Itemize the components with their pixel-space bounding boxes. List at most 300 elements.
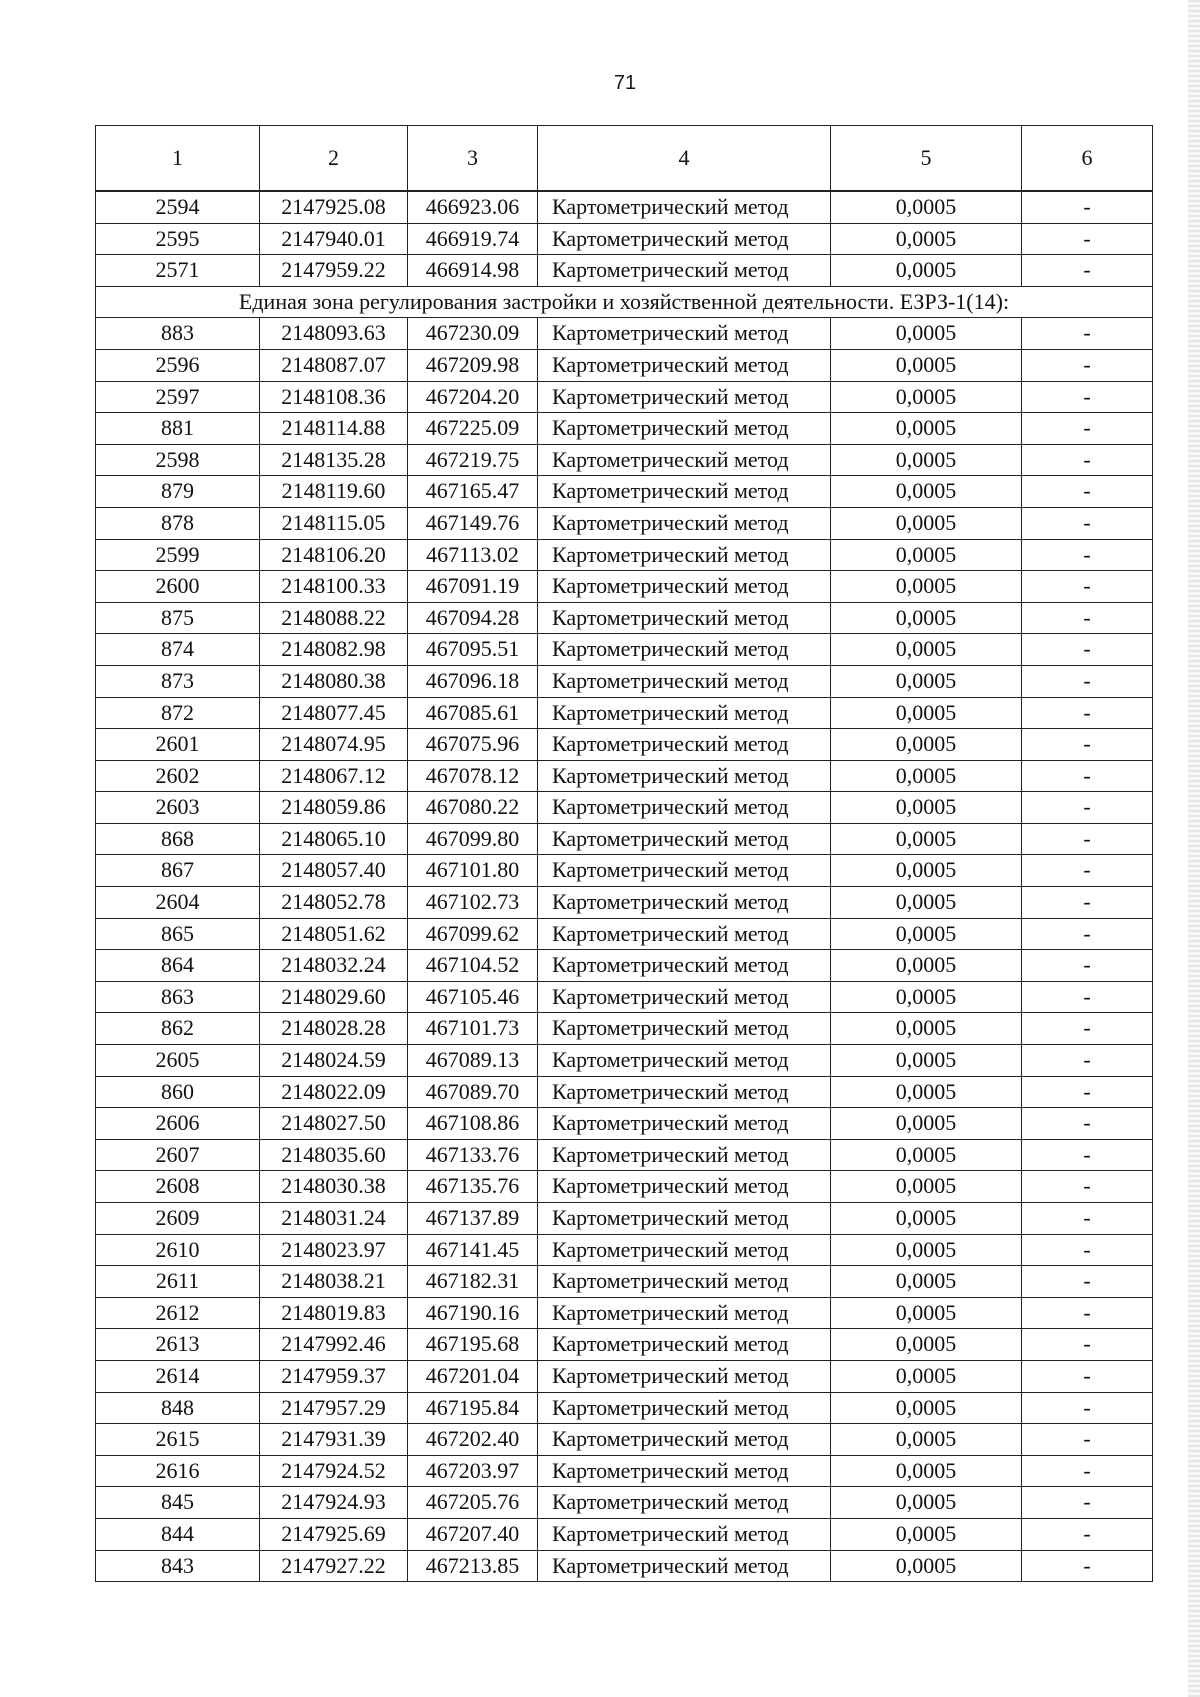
cell-point-number: 2596 <box>96 349 260 381</box>
cell-point-number: 879 <box>96 476 260 508</box>
table-row <box>96 729 1153 761</box>
cell-y-coordinate: 467096.18 <box>408 665 538 697</box>
cell-x-coordinate: 2148023.97 <box>260 1234 408 1266</box>
cell-x-coordinate: 2147940.01 <box>260 223 408 255</box>
table-row <box>96 697 1153 729</box>
cell-method: Картометрический метод <box>538 665 831 697</box>
cell-point-number: 872 <box>96 697 260 729</box>
cell-accuracy: 0,0005 <box>831 1076 1022 1108</box>
cell-accuracy: 0,0005 <box>831 349 1022 381</box>
cell-y-coordinate: 467202.40 <box>408 1424 538 1456</box>
table-row <box>96 1266 1153 1298</box>
cell-point-number: 2603 <box>96 792 260 824</box>
cell-x-coordinate: 2148032.24 <box>260 950 408 982</box>
cell-method: Картометрический метод <box>538 950 831 982</box>
cell-method: Картометрический метод <box>538 918 831 950</box>
table-row <box>96 855 1153 887</box>
cell-accuracy: 0,0005 <box>831 981 1022 1013</box>
cell-y-coordinate: 467099.80 <box>408 823 538 855</box>
cell-accuracy: 0,0005 <box>831 1360 1022 1392</box>
cell-note: - <box>1022 1108 1153 1140</box>
cell-point-number: 873 <box>96 665 260 697</box>
cell-accuracy: 0,0005 <box>831 1424 1022 1456</box>
cell-x-coordinate: 2148077.45 <box>260 697 408 729</box>
cell-x-coordinate: 2148019.83 <box>260 1297 408 1329</box>
cell-note: - <box>1022 1045 1153 1077</box>
cell-accuracy: 0,0005 <box>831 1392 1022 1424</box>
cell-x-coordinate: 2148082.98 <box>260 634 408 666</box>
cell-point-number: 2597 <box>96 381 260 413</box>
table-row <box>96 1487 1153 1519</box>
cell-accuracy: 0,0005 <box>831 697 1022 729</box>
table-row <box>96 413 1153 445</box>
cell-accuracy: 0,0005 <box>831 191 1022 223</box>
cell-accuracy: 0,0005 <box>831 887 1022 919</box>
cell-method: Картометрический метод <box>538 1487 831 1519</box>
cell-x-coordinate: 2148024.59 <box>260 1045 408 1077</box>
cell-accuracy: 0,0005 <box>831 855 1022 887</box>
cell-y-coordinate: 467108.86 <box>408 1108 538 1140</box>
cell-method: Картометрический метод <box>538 1550 831 1582</box>
cell-accuracy: 0,0005 <box>831 413 1022 445</box>
cell-note: - <box>1022 381 1153 413</box>
table-row <box>96 887 1153 919</box>
cell-x-coordinate: 2148027.50 <box>260 1108 408 1140</box>
cell-y-coordinate: 467201.04 <box>408 1360 538 1392</box>
cell-note: - <box>1022 1013 1153 1045</box>
cell-x-coordinate: 2148030.38 <box>260 1171 408 1203</box>
cell-accuracy: 0,0005 <box>831 1234 1022 1266</box>
table-row <box>96 381 1153 413</box>
cell-x-coordinate: 2147924.93 <box>260 1487 408 1519</box>
cell-accuracy: 0,0005 <box>831 634 1022 666</box>
cell-point-number: 2600 <box>96 571 260 603</box>
cell-method: Картометрический метод <box>538 1234 831 1266</box>
cell-method: Картометрический метод <box>538 318 831 350</box>
cell-note: - <box>1022 634 1153 666</box>
table-row <box>96 602 1153 634</box>
cell-note: - <box>1022 318 1153 350</box>
cell-method: Картометрический метод <box>538 1203 831 1235</box>
cell-y-coordinate: 467204.20 <box>408 381 538 413</box>
cell-point-number: 875 <box>96 602 260 634</box>
cell-point-number: 865 <box>96 918 260 950</box>
cell-accuracy: 0,0005 <box>831 223 1022 255</box>
cell-x-coordinate: 2148135.28 <box>260 444 408 476</box>
cell-point-number: 2609 <box>96 1203 260 1235</box>
cell-x-coordinate: 2148052.78 <box>260 887 408 919</box>
table-row <box>96 1360 1153 1392</box>
cell-accuracy: 0,0005 <box>831 1108 1022 1140</box>
table-row <box>96 792 1153 824</box>
cell-note: - <box>1022 918 1153 950</box>
cell-method: Картометрический метод <box>538 1455 831 1487</box>
cell-x-coordinate: 2147992.46 <box>260 1329 408 1361</box>
cell-method: Картометрический метод <box>538 507 831 539</box>
cell-y-coordinate: 467080.22 <box>408 792 538 824</box>
cell-y-coordinate: 467230.09 <box>408 318 538 350</box>
cell-x-coordinate: 2148106.20 <box>260 539 408 571</box>
cell-method: Картометрический метод <box>538 349 831 381</box>
cell-x-coordinate: 2148100.33 <box>260 571 408 603</box>
cell-point-number: 2610 <box>96 1234 260 1266</box>
cell-y-coordinate: 467219.75 <box>408 444 538 476</box>
page-number: 71 <box>613 72 637 94</box>
coordinates-table <box>95 125 1153 1582</box>
cell-method: Картометрический метод <box>538 729 831 761</box>
cell-method: Картометрический метод <box>538 981 831 1013</box>
table-row <box>96 918 1153 950</box>
cell-note: - <box>1022 855 1153 887</box>
cell-point-number: 881 <box>96 413 260 445</box>
header-col-5: 5 <box>831 126 1022 192</box>
cell-y-coordinate: 467102.73 <box>408 887 538 919</box>
cell-x-coordinate: 2148031.24 <box>260 1203 408 1235</box>
cell-accuracy: 0,0005 <box>831 476 1022 508</box>
cell-note: - <box>1022 729 1153 761</box>
table-row <box>96 1550 1153 1582</box>
cell-y-coordinate: 467182.31 <box>408 1266 538 1298</box>
table-row <box>96 950 1153 982</box>
cell-note: - <box>1022 1550 1153 1582</box>
cell-y-coordinate: 467195.68 <box>408 1329 538 1361</box>
table-row <box>96 1108 1153 1140</box>
cell-y-coordinate: 467095.51 <box>408 634 538 666</box>
cell-x-coordinate: 2148119.60 <box>260 476 408 508</box>
cell-note: - <box>1022 1139 1153 1171</box>
cell-method: Картометрический метод <box>538 571 831 603</box>
cell-accuracy: 0,0005 <box>831 1487 1022 1519</box>
header-col-4: 4 <box>538 126 831 192</box>
cell-note: - <box>1022 602 1153 634</box>
table-row <box>96 571 1153 603</box>
cell-method: Картометрический метод <box>538 1424 831 1456</box>
cell-x-coordinate: 2148051.62 <box>260 918 408 950</box>
cell-y-coordinate: 467135.76 <box>408 1171 538 1203</box>
cell-accuracy: 0,0005 <box>831 1045 1022 1077</box>
table-row <box>96 1045 1153 1077</box>
cell-note: - <box>1022 760 1153 792</box>
cell-x-coordinate: 2148114.88 <box>260 413 408 445</box>
cell-method: Картометрический метод <box>538 634 831 666</box>
table-row <box>96 1139 1153 1171</box>
cell-note: - <box>1022 1360 1153 1392</box>
cell-accuracy: 0,0005 <box>831 950 1022 982</box>
cell-y-coordinate: 467113.02 <box>408 539 538 571</box>
table-row <box>96 1329 1153 1361</box>
cell-note: - <box>1022 1392 1153 1424</box>
cell-y-coordinate: 467207.40 <box>408 1518 538 1550</box>
cell-method: Картометрический метод <box>538 1297 831 1329</box>
cell-note: - <box>1022 349 1153 381</box>
cell-point-number: 868 <box>96 823 260 855</box>
section-title: Единая зона регулирования застройки и хозяйственной деятельности. ЕЗРЗ-1(14): <box>96 286 1153 318</box>
table-row <box>96 255 1153 287</box>
cell-method: Картометрический метод <box>538 1360 831 1392</box>
cell-accuracy: 0,0005 <box>831 823 1022 855</box>
header-col-6: 6 <box>1022 126 1153 192</box>
cell-y-coordinate: 467203.97 <box>408 1455 538 1487</box>
cell-y-coordinate: 467133.76 <box>408 1139 538 1171</box>
cell-note: - <box>1022 1487 1153 1519</box>
cell-y-coordinate: 467165.47 <box>408 476 538 508</box>
cell-y-coordinate: 467099.62 <box>408 918 538 950</box>
cell-accuracy: 0,0005 <box>831 444 1022 476</box>
table-row <box>96 539 1153 571</box>
cell-point-number: 2604 <box>96 887 260 919</box>
cell-note: - <box>1022 1203 1153 1235</box>
table-row <box>96 349 1153 381</box>
cell-x-coordinate: 2148074.95 <box>260 729 408 761</box>
cell-y-coordinate: 467089.13 <box>408 1045 538 1077</box>
cell-y-coordinate: 467137.89 <box>408 1203 538 1235</box>
cell-method: Картометрический метод <box>538 1171 831 1203</box>
cell-x-coordinate: 2147959.22 <box>260 255 408 287</box>
table-row <box>96 1171 1153 1203</box>
cell-note: - <box>1022 507 1153 539</box>
cell-note: - <box>1022 444 1153 476</box>
cell-x-coordinate: 2148093.63 <box>260 318 408 350</box>
table-row <box>96 507 1153 539</box>
cell-accuracy: 0,0005 <box>831 760 1022 792</box>
cell-x-coordinate: 2147959.37 <box>260 1360 408 1392</box>
cell-method: Картометрический метод <box>538 697 831 729</box>
cell-method: Картометрический метод <box>538 1045 831 1077</box>
cell-y-coordinate: 467104.52 <box>408 950 538 982</box>
table-row <box>96 1013 1153 1045</box>
cell-y-coordinate: 467085.61 <box>408 697 538 729</box>
table-row <box>96 1455 1153 1487</box>
table-row <box>96 223 1153 255</box>
cell-x-coordinate: 2147925.08 <box>260 191 408 223</box>
cell-accuracy: 0,0005 <box>831 1329 1022 1361</box>
cell-note: - <box>1022 1076 1153 1108</box>
cell-note: - <box>1022 1518 1153 1550</box>
scan-edge <box>1188 0 1200 1697</box>
cell-x-coordinate: 2148108.36 <box>260 381 408 413</box>
cell-method: Картометрический метод <box>538 1108 831 1140</box>
table-row <box>96 1392 1153 1424</box>
cell-note: - <box>1022 571 1153 603</box>
cell-note: - <box>1022 1297 1153 1329</box>
cell-accuracy: 0,0005 <box>831 318 1022 350</box>
table-row <box>96 665 1153 697</box>
cell-point-number: 2594 <box>96 191 260 223</box>
table-row <box>96 444 1153 476</box>
cell-note: - <box>1022 1171 1153 1203</box>
cell-point-number: 874 <box>96 634 260 666</box>
cell-note: - <box>1022 413 1153 445</box>
cell-method: Картометрический метод <box>538 1329 831 1361</box>
cell-point-number: 2608 <box>96 1171 260 1203</box>
cell-accuracy: 0,0005 <box>831 918 1022 950</box>
cell-accuracy: 0,0005 <box>831 1297 1022 1329</box>
cell-point-number: 2606 <box>96 1108 260 1140</box>
cell-method: Картометрический метод <box>538 887 831 919</box>
cell-y-coordinate: 466919.74 <box>408 223 538 255</box>
cell-note: - <box>1022 255 1153 287</box>
cell-note: - <box>1022 191 1153 223</box>
cell-y-coordinate: 467149.76 <box>408 507 538 539</box>
cell-accuracy: 0,0005 <box>831 1203 1022 1235</box>
cell-point-number: 2611 <box>96 1266 260 1298</box>
cell-note: - <box>1022 223 1153 255</box>
cell-x-coordinate: 2147931.39 <box>260 1424 408 1456</box>
cell-accuracy: 0,0005 <box>831 602 1022 634</box>
cell-y-coordinate: 467209.98 <box>408 349 538 381</box>
cell-x-coordinate: 2148059.86 <box>260 792 408 824</box>
cell-x-coordinate: 2148022.09 <box>260 1076 408 1108</box>
cell-accuracy: 0,0005 <box>831 1013 1022 1045</box>
table-header <box>96 126 1153 192</box>
cell-note: - <box>1022 1234 1153 1266</box>
cell-accuracy: 0,0005 <box>831 1171 1022 1203</box>
cell-note: - <box>1022 823 1153 855</box>
cell-x-coordinate: 2148065.10 <box>260 823 408 855</box>
cell-y-coordinate: 467141.45 <box>408 1234 538 1266</box>
cell-point-number: 2615 <box>96 1424 260 1456</box>
table-body <box>96 191 1153 1582</box>
cell-note: - <box>1022 1329 1153 1361</box>
cell-note: - <box>1022 539 1153 571</box>
cell-accuracy: 0,0005 <box>831 1455 1022 1487</box>
cell-point-number: 862 <box>96 1013 260 1045</box>
cell-point-number: 2616 <box>96 1455 260 1487</box>
cell-y-coordinate: 467094.28 <box>408 602 538 634</box>
cell-note: - <box>1022 697 1153 729</box>
table-row <box>96 823 1153 855</box>
cell-point-number: 843 <box>96 1550 260 1582</box>
header-col-2: 2 <box>260 126 408 192</box>
cell-x-coordinate: 2148028.28 <box>260 1013 408 1045</box>
cell-point-number: 2571 <box>96 255 260 287</box>
cell-accuracy: 0,0005 <box>831 507 1022 539</box>
cell-method: Картометрический метод <box>538 1076 831 1108</box>
cell-y-coordinate: 467205.76 <box>408 1487 538 1519</box>
cell-point-number: 2602 <box>96 760 260 792</box>
cell-note: - <box>1022 792 1153 824</box>
cell-point-number: 863 <box>96 981 260 1013</box>
cell-point-number: 2613 <box>96 1329 260 1361</box>
table-row <box>96 318 1153 350</box>
cell-method: Картометрический метод <box>538 381 831 413</box>
cell-x-coordinate: 2148115.05 <box>260 507 408 539</box>
cell-note: - <box>1022 476 1153 508</box>
cell-accuracy: 0,0005 <box>831 1266 1022 1298</box>
cell-accuracy: 0,0005 <box>831 1518 1022 1550</box>
cell-point-number: 844 <box>96 1518 260 1550</box>
cell-accuracy: 0,0005 <box>831 729 1022 761</box>
cell-accuracy: 0,0005 <box>831 255 1022 287</box>
table-row <box>96 1424 1153 1456</box>
cell-y-coordinate: 467075.96 <box>408 729 538 761</box>
table-row <box>96 981 1153 1013</box>
cell-point-number: 2605 <box>96 1045 260 1077</box>
cell-y-coordinate: 467091.19 <box>408 571 538 603</box>
cell-point-number: 848 <box>96 1392 260 1424</box>
cell-x-coordinate: 2148088.22 <box>260 602 408 634</box>
cell-y-coordinate: 467101.73 <box>408 1013 538 1045</box>
cell-method: Картометрический метод <box>538 191 831 223</box>
cell-point-number: 860 <box>96 1076 260 1108</box>
cell-x-coordinate: 2147924.52 <box>260 1455 408 1487</box>
cell-y-coordinate: 467105.46 <box>408 981 538 1013</box>
cell-x-coordinate: 2148057.40 <box>260 855 408 887</box>
cell-x-coordinate: 2147957.29 <box>260 1392 408 1424</box>
cell-method: Картометрический метод <box>538 602 831 634</box>
table-row <box>96 1297 1153 1329</box>
cell-note: - <box>1022 950 1153 982</box>
cell-method: Картометрический метод <box>538 539 831 571</box>
cell-x-coordinate: 2148029.60 <box>260 981 408 1013</box>
cell-y-coordinate: 467089.70 <box>408 1076 538 1108</box>
cell-y-coordinate: 467225.09 <box>408 413 538 445</box>
cell-point-number: 2614 <box>96 1360 260 1392</box>
cell-x-coordinate: 2147925.69 <box>260 1518 408 1550</box>
cell-method: Картометрический метод <box>538 792 831 824</box>
cell-note: - <box>1022 887 1153 919</box>
table-row <box>96 476 1153 508</box>
cell-x-coordinate: 2148035.60 <box>260 1139 408 1171</box>
cell-method: Картометрический метод <box>538 1392 831 1424</box>
cell-method: Картометрический метод <box>538 1139 831 1171</box>
cell-y-coordinate: 467078.12 <box>408 760 538 792</box>
cell-accuracy: 0,0005 <box>831 381 1022 413</box>
cell-method: Картометрический метод <box>538 1518 831 1550</box>
cell-point-number: 2601 <box>96 729 260 761</box>
cell-x-coordinate: 2148067.12 <box>260 760 408 792</box>
cell-method: Картометрический метод <box>538 760 831 792</box>
cell-point-number: 2607 <box>96 1139 260 1171</box>
cell-y-coordinate: 467195.84 <box>408 1392 538 1424</box>
section-row <box>96 286 1153 318</box>
cell-x-coordinate: 2148038.21 <box>260 1266 408 1298</box>
cell-point-number: 864 <box>96 950 260 982</box>
table-row <box>96 760 1153 792</box>
cell-method: Картометрический метод <box>538 255 831 287</box>
cell-method: Картометрический метод <box>538 855 831 887</box>
table-row <box>96 634 1153 666</box>
cell-method: Картометрический метод <box>538 413 831 445</box>
header-col-3: 3 <box>408 126 538 192</box>
cell-accuracy: 0,0005 <box>831 571 1022 603</box>
cell-method: Картометрический метод <box>538 1266 831 1298</box>
cell-point-number: 883 <box>96 318 260 350</box>
cell-accuracy: 0,0005 <box>831 1550 1022 1582</box>
cell-accuracy: 0,0005 <box>831 665 1022 697</box>
cell-x-coordinate: 2147927.22 <box>260 1550 408 1582</box>
cell-method: Картометрический метод <box>538 1013 831 1045</box>
cell-method: Картометрический метод <box>538 823 831 855</box>
table-row <box>96 1203 1153 1235</box>
cell-y-coordinate: 467101.80 <box>408 855 538 887</box>
cell-note: - <box>1022 1455 1153 1487</box>
cell-note: - <box>1022 1266 1153 1298</box>
cell-point-number: 878 <box>96 507 260 539</box>
cell-point-number: 2612 <box>96 1297 260 1329</box>
header-row <box>96 126 1153 192</box>
cell-accuracy: 0,0005 <box>831 539 1022 571</box>
cell-point-number: 2595 <box>96 223 260 255</box>
cell-y-coordinate: 467213.85 <box>408 1550 538 1582</box>
table-row <box>96 191 1153 223</box>
cell-point-number: 2599 <box>96 539 260 571</box>
cell-point-number: 2598 <box>96 444 260 476</box>
cell-method: Картометрический метод <box>538 444 831 476</box>
cell-accuracy: 0,0005 <box>831 792 1022 824</box>
cell-method: Картометрический метод <box>538 223 831 255</box>
cell-point-number: 845 <box>96 1487 260 1519</box>
